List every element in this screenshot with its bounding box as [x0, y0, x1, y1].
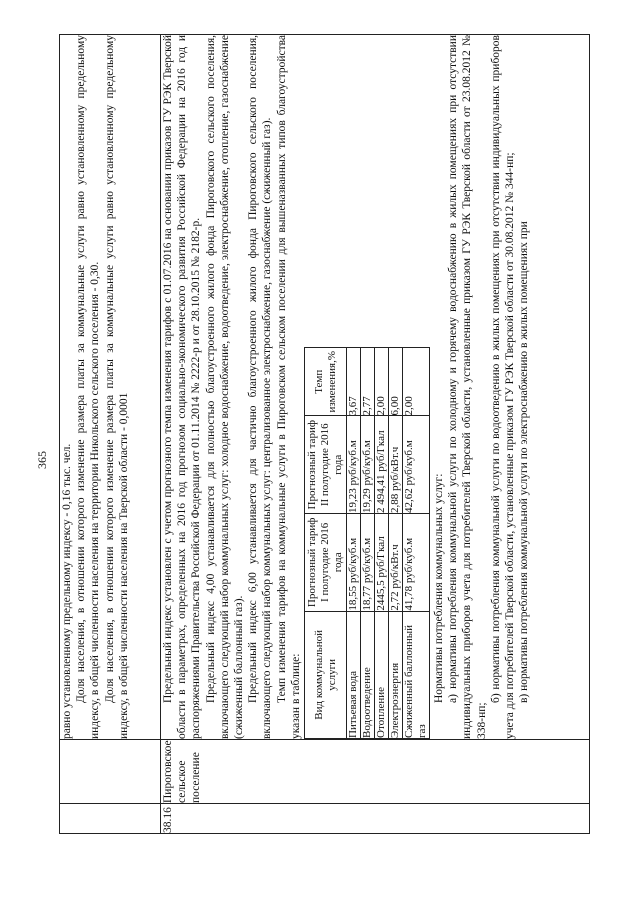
tariff-h2-cell: 19,29 руб/куб.м [361, 416, 375, 514]
service-cell: Отопление [375, 611, 389, 738]
rate-cell: 2,77 [361, 348, 375, 416]
table-row [403, 348, 430, 739]
table-row-settlement [161, 35, 590, 834]
tariff-table [304, 347, 430, 739]
tariff-h1-cell: 2445,5 руб/Гкал [375, 514, 389, 612]
tariff-header-row [305, 348, 347, 739]
prev-line: Доля населения, в отношении которого изменение размера платы за коммунальные услуги равно установленному предельному индексу, в общей численности населения на территории Никольского сельского поселения - 0,30. [75, 35, 102, 739]
paragraph: Предельный индекс 4,00 устанавливается для полностью благоустроенного жилого фонда Пироговского сельского поселения, включающего следующий набор коммунальных услуг: холодное водоснабжение, водоотведение, электроснабжение, отопление, газоснабжение (сжиженный баллонный газ). [204, 35, 246, 739]
header-rate: Темп изменения,% [305, 348, 347, 416]
service-cell: Водоотведение [361, 611, 375, 738]
table-row-previous [60, 35, 161, 834]
tariff-h2-cell: 42,62 руб/куб.м [403, 416, 430, 514]
paragraph: б) нормативы потребления коммунальной услуги по водоотведению в жилых помещениях при отсутствии индивидуальных приборов учета для потребителей Тверской области, установленные приказом ГУ РЭК Тверской области от 30.08.2012 № 344-нп; [489, 35, 517, 739]
tariff-h1-cell: 18,77 руб/куб.м [361, 514, 375, 612]
table-row [375, 348, 389, 739]
tariff-h2-cell: 2,88 руб/кВт.ч [389, 416, 403, 514]
service-cell: Электроэнергия [389, 611, 403, 738]
rotated-sheet [59, 34, 590, 834]
paragraph: Предельный индекс установлен с учетом прогнозного темпа изменения тарифов с 01.07.2016 на основании приказов ГУ РЭК Тверской области в параметрах, определенных на 2016 год прогнозом социально-экономического развития Российской Федерации на 2016 год и распоряжениями Правительства Российской Федерации от 01.11.2014 № 2222-р и от 28.10.2015 № 2182-р. [162, 35, 203, 739]
paragraph: в) нормативы потребления коммунальной услуги по электроснабжению в жилых помещениях при [518, 221, 531, 703]
page-number: 365 [35, 451, 49, 469]
tariff-h1-cell: 2,72 руб/кВт.ч [389, 514, 403, 612]
table-row [361, 348, 375, 739]
row-number: 38.16 [161, 804, 590, 834]
rate-cell: 3,67 [347, 348, 361, 416]
settlement-text-cell [161, 35, 590, 740]
header-tariff-h2: Прогнозный тариф II полугодие 2016 года [305, 416, 347, 514]
prev-text-cell [60, 35, 161, 740]
rate-cell: 6,00 [389, 348, 403, 416]
paragraph: Нормативы потребления коммунальных услуг: [433, 473, 446, 703]
prev-line: равно установленному предельному индексу - 0,16 тыс. чел. [61, 443, 73, 739]
rate-cell: 2,00 [403, 348, 430, 416]
table-row [347, 348, 361, 739]
tariff-h1-cell: 18,55 руб/куб.м [347, 514, 361, 612]
service-cell: Питьевая вода [347, 611, 361, 738]
header-tariff-h1: Прогнозный тариф I полугодие 2016 года [305, 514, 347, 612]
tariff-h2-cell: 2 494,41 руб/Гкал [375, 416, 389, 514]
prev-name-cell [60, 740, 161, 804]
table-row [389, 348, 403, 739]
document-table [59, 34, 590, 834]
rate-cell: 2,00 [375, 348, 389, 416]
settlement-name: Пироговское сельское поселение [161, 740, 590, 804]
prev-line: Доля населения, в отношении которого изменение размера платы за коммунальные услуги равно установленному предельному индексу, в общей численности населения на Тверской области - 0,0001 [103, 35, 130, 739]
tariff-h1-cell: 41,78 руб/куб.м [403, 514, 430, 612]
paragraph: Темп изменения тарифов на коммунальные услуги в Пироговском сельском поселении для вышеназванных типов благоустройства указан в таблице: [275, 35, 302, 739]
service-cell: Сжиженный баллонный газ [403, 611, 430, 738]
tariff-h2-cell: 19,23 руб/куб.м [347, 416, 361, 514]
prev-number-cell [60, 804, 161, 834]
header-service: Вид коммунальной услуги [305, 611, 347, 738]
paragraph: а) нормативы потребления коммунальной услуги по холодному и горячему водоснабжению в жилых помещениях при отсутствии индивидуальных приборов учета для потребителей Тверской области, установленные приказом ГУ РЭК Тверской области от 23.08.2012 № 338-нп; [447, 35, 488, 739]
paragraph: Предельный индекс 6,00 устанавливается для частично благоустроенного жилого фонда Пироговского сельского поселения, включающего следующий набор коммунальных услуг: централизованное электроснабжение, газоснабжение (сжиженный газ). [247, 35, 274, 739]
